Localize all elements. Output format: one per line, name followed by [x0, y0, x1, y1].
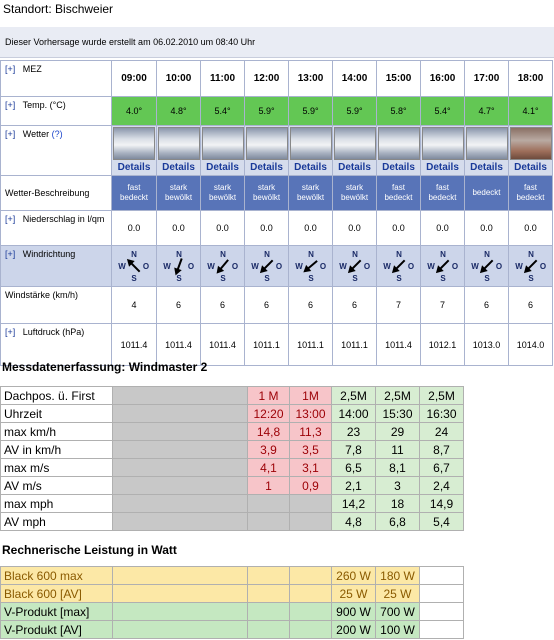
temp-cell: 5.9° [289, 97, 333, 126]
messdaten-label[interactable]: AV m/s [1, 477, 113, 495]
weather-cell [333, 126, 377, 176]
weather-cell [157, 126, 201, 176]
empty-cell[interactable] [290, 567, 332, 585]
empty-cell[interactable] [420, 585, 464, 603]
leistung-value[interactable]: 700 W [376, 603, 420, 621]
time-cell: 13:00 [289, 61, 333, 97]
description-line: bedeckt [428, 193, 457, 202]
cloudy-icon [334, 127, 376, 160]
messdaten-value[interactable]: 14,8 [248, 423, 290, 441]
wind-direction-cell [377, 246, 421, 287]
leistung-label[interactable]: Black 600 [AV] [1, 585, 113, 603]
wind-direction-cell [112, 246, 157, 287]
messdaten-value[interactable]: 23 [332, 423, 376, 441]
temp-cell: 5.9° [333, 97, 377, 126]
rain-cell: 0.0 [421, 211, 465, 246]
messdaten-value[interactable]: 3,9 [248, 441, 290, 459]
compass-letter-o: O [363, 262, 370, 271]
compass-icon [470, 249, 504, 283]
messdaten-value[interactable]: 24 [420, 423, 464, 441]
compass-icon [250, 249, 284, 283]
description-line: fast [524, 183, 537, 192]
messdaten-value[interactable]: 8,7 [420, 441, 464, 459]
description-line: bewölkt [296, 193, 325, 202]
compass-letter-n: N [527, 250, 534, 259]
wind-speed-cell: 6 [157, 287, 201, 324]
pressure-cell: 1011.4 [112, 324, 157, 366]
time-cell: 15:00 [377, 61, 421, 97]
empty-cell[interactable] [248, 585, 290, 603]
wind-speed-cell: 6 [333, 287, 377, 324]
messdaten-value[interactable]: 16:30 [420, 405, 464, 423]
messdaten-value[interactable]: 7,8 [332, 441, 376, 459]
compass-icon [338, 249, 372, 283]
leistung-value[interactable]: 900 W [332, 603, 376, 621]
compass-letter-s: S [395, 274, 402, 283]
empty-cell[interactable] [290, 621, 332, 639]
temp-cell: 4.8° [157, 97, 201, 126]
rain-cell: 0.0 [465, 211, 509, 246]
description-cell [509, 176, 553, 211]
time-cell: 17:00 [465, 61, 509, 97]
leistung-label[interactable]: Black 600 max [1, 567, 113, 585]
pressure-cell: 1011.1 [333, 324, 377, 366]
wind-speed-cell: 6 [245, 287, 289, 324]
compass-letter-w: W [514, 262, 523, 271]
compass-icon [426, 249, 460, 283]
compass-letter-n: N [263, 250, 270, 259]
description-line: bewölkt [340, 193, 369, 202]
messdaten-value[interactable]: 0,9 [290, 477, 332, 495]
description-line: bewölkt [164, 193, 193, 202]
description-line: stark [257, 183, 276, 192]
compass-letter-w: W [206, 262, 215, 271]
compass-letter-s: S [175, 274, 182, 283]
compass-letter-n: N [351, 250, 358, 259]
cloudy-icon [290, 127, 332, 160]
leistung-row [1, 585, 464, 603]
empty-cell[interactable] [113, 441, 248, 459]
leistung-value[interactable]: 200 W [332, 621, 376, 639]
rain-cell: 0.0 [112, 211, 157, 246]
leistung-value[interactable]: 25 W [332, 585, 376, 603]
leistung-label[interactable]: V-Produkt [AV] [1, 621, 113, 639]
compass-letter-s: S [439, 274, 446, 283]
wind-speed-cell: 7 [377, 287, 421, 324]
leistung-row [1, 603, 464, 621]
messdaten-label[interactable]: AV in km/h [1, 441, 113, 459]
empty-cell[interactable] [248, 603, 290, 621]
compass-letter-o: O [275, 262, 282, 271]
rain-cell: 0.0 [509, 211, 553, 246]
description-line: bedeckt [384, 193, 413, 202]
temp-cell: 5.4° [421, 97, 465, 126]
empty-cell[interactable] [113, 513, 248, 531]
compass-letter-o: O [407, 262, 414, 271]
temp-cell: 4.7° [465, 97, 509, 126]
compass-letter-w: W [118, 262, 126, 271]
messdaten-row [1, 387, 464, 405]
temp-cell: 5.9° [245, 97, 289, 126]
details-link[interactable]: Details [162, 162, 195, 173]
temp-label[interactable]: [+] Temp. (°C) [1, 97, 112, 126]
messdaten-value[interactable]: 2,1 [332, 477, 376, 495]
leistung-row [1, 567, 464, 585]
compass-letter-w: W [338, 262, 347, 271]
messdaten-value[interactable]: 5,4 [420, 513, 464, 531]
temp-cell: 4.0° [112, 97, 157, 126]
empty-cell[interactable] [248, 567, 290, 585]
messdaten-value[interactable]: 11 [376, 441, 420, 459]
mez-label[interactable]: [+] MEZ [1, 61, 112, 97]
compass-letter-o: O [495, 262, 502, 271]
pressure-cell: 1011.1 [289, 324, 333, 366]
details-link[interactable]: Details [470, 162, 503, 173]
details-link[interactable]: Details [117, 162, 151, 173]
wind-direction-cell [333, 246, 377, 287]
description-cell [112, 176, 157, 211]
wind-direction-cell [421, 246, 465, 287]
empty-cell[interactable] [290, 585, 332, 603]
cloudy-icon [158, 127, 200, 160]
empty-cell[interactable] [113, 567, 248, 585]
leistung-value[interactable]: 25 W [376, 585, 420, 603]
weather-cell [289, 126, 333, 176]
description-cell [421, 176, 465, 211]
weather-cell [421, 126, 465, 176]
messdaten-value[interactable]: 8,1 [376, 459, 420, 477]
time-cell: 10:00 [157, 61, 201, 97]
rain-cell: 0.0 [157, 211, 201, 246]
pressure-cell: 1012.1 [421, 324, 465, 366]
leistung-value[interactable]: 100 W [376, 621, 420, 639]
compass-letter-s: S [263, 274, 270, 283]
messdaten-value[interactable]: 3 [376, 477, 420, 495]
forecast-created-note: Dieser Vorhersage wurde erstellt am 06.02.2010 um 08:40 Uhr [0, 27, 554, 58]
messdaten-value[interactable]: 6,5 [332, 459, 376, 477]
details-link[interactable]: Details [426, 162, 459, 173]
description-line: bewölkt [252, 193, 281, 202]
compass-letter-o: O [451, 262, 458, 271]
compass-icon [382, 249, 416, 283]
messdaten-value[interactable]: 2,5M [420, 387, 464, 405]
location-title: Standort: Bischweier [3, 2, 114, 16]
messdaten-title: Messdatenerfassung: Windmaster 2 [2, 360, 208, 374]
compass-icon [206, 249, 240, 283]
messdaten-value[interactable]: 3,1 [290, 459, 332, 477]
messdaten-label[interactable]: max m/s [1, 459, 113, 477]
messdaten-row [1, 477, 464, 495]
compass-icon [162, 249, 196, 283]
wind-direction-cell [157, 246, 201, 287]
wind-direction-cell [201, 246, 245, 287]
description-cell [377, 176, 421, 211]
wind-direction-cell [245, 246, 289, 287]
pressure-cell: 1011.4 [157, 324, 201, 366]
compass-letter-n: N [175, 250, 182, 259]
temp-cell: 4.1° [509, 97, 553, 126]
compass-letter-n: N [307, 250, 314, 259]
luftdruck-label[interactable]: [+] Luftdruck (hPa) [1, 324, 112, 366]
compass-letter-w: W [294, 262, 303, 271]
pressure-cell: 1013.0 [465, 324, 509, 366]
messdaten-value[interactable] [290, 513, 332, 531]
messdaten-value[interactable]: 2,5M [332, 387, 376, 405]
empty-cell[interactable] [113, 603, 248, 621]
leistung-row [1, 621, 464, 639]
description-line: fast [392, 183, 405, 192]
cloudy-icon [246, 127, 288, 160]
description-line: fast [127, 183, 141, 192]
messdaten-row [1, 441, 464, 459]
messdaten-value[interactable]: 1 M [248, 387, 290, 405]
description-line: stark [213, 183, 232, 192]
pressure-cell: 1011.1 [245, 324, 289, 366]
messdaten-value[interactable]: 2,5M [376, 387, 420, 405]
rain-cell: 0.0 [289, 211, 333, 246]
leistung-title: Rechnerische Leistung in Watt [2, 543, 177, 557]
description-line: bedeckt [119, 193, 149, 202]
cloudy-dusk-icon [510, 127, 552, 160]
cloudy-icon [113, 127, 155, 160]
messdaten-label[interactable]: max mph [1, 495, 113, 513]
messdaten-label[interactable]: Uhrzeit [1, 405, 113, 423]
messdaten-value[interactable]: 14:00 [332, 405, 376, 423]
compass-letter-w: W [426, 262, 435, 271]
messdaten-row [1, 423, 464, 441]
compass-icon [294, 249, 328, 283]
compass-letter-w: W [250, 262, 259, 271]
description-line: bedeckt [516, 193, 545, 202]
compass-icon [514, 249, 548, 283]
compass-letter-s: S [527, 274, 534, 283]
messdaten-label[interactable]: Dachpos. ü. First [1, 387, 113, 405]
cloudy-icon [202, 127, 244, 160]
messdaten-value[interactable] [290, 495, 332, 513]
wind-direction-cell [289, 246, 333, 287]
windrichtung-label[interactable]: [+] Windrichtung [1, 246, 112, 287]
wind-direction-cell [465, 246, 509, 287]
empty-cell[interactable] [420, 603, 464, 621]
pressure-cell: 1014.0 [509, 324, 553, 366]
details-link[interactable]: Details [514, 162, 547, 173]
description-cell [157, 176, 201, 211]
rain-cell: 0.0 [333, 211, 377, 246]
details-link[interactable]: Details [206, 162, 239, 173]
empty-cell[interactable] [113, 585, 248, 603]
compass-letter-s: S [483, 274, 490, 283]
empty-cell[interactable] [248, 621, 290, 639]
time-cell: 12:00 [245, 61, 289, 97]
description-cell [289, 176, 333, 211]
messdaten-value[interactable]: 2,4 [420, 477, 464, 495]
details-link[interactable]: Details [250, 162, 283, 173]
time-cell: 16:00 [421, 61, 465, 97]
weather-cell [112, 126, 157, 176]
messdaten-value[interactable]: 1 [248, 477, 290, 495]
empty-cell[interactable] [113, 477, 248, 495]
messdaten-table [0, 386, 464, 531]
rain-cell: 0.0 [245, 211, 289, 246]
empty-cell[interactable] [113, 459, 248, 477]
messdaten-label[interactable]: max km/h [1, 423, 113, 441]
messdaten-value[interactable]: 6,7 [420, 459, 464, 477]
compass-letter-o: O [231, 262, 238, 271]
wind-speed-cell: 6 [465, 287, 509, 324]
messdaten-value[interactable]: 4,1 [248, 459, 290, 477]
empty-cell[interactable] [113, 405, 248, 423]
empty-cell[interactable] [113, 495, 248, 513]
time-cell: 09:00 [112, 61, 157, 97]
leistung-label[interactable]: V-Produkt [max] [1, 603, 113, 621]
cloudy-icon [378, 127, 420, 160]
beschreibung-label: Wetter-Beschreibung [1, 176, 112, 211]
compass-letter-o: O [142, 262, 150, 271]
messdaten-label[interactable]: AV mph [1, 513, 113, 531]
wind-speed-cell: 6 [289, 287, 333, 324]
compass-letter-n: N [439, 250, 446, 259]
messdaten-value[interactable]: 18 [376, 495, 420, 513]
messdaten-value[interactable]: 13:00 [290, 405, 332, 423]
weather-cell [201, 126, 245, 176]
wind-speed-cell: 6 [509, 287, 553, 324]
temp-cell: 5.8° [377, 97, 421, 126]
messdaten-row [1, 405, 464, 423]
compass-letter-o: O [187, 262, 194, 271]
compass-letter-w: W [470, 262, 479, 271]
rain-cell: 0.0 [201, 211, 245, 246]
messdaten-row [1, 513, 464, 531]
empty-cell[interactable] [420, 621, 464, 639]
details-link[interactable]: Details [338, 162, 371, 173]
empty-cell[interactable] [420, 567, 464, 585]
messdaten-value[interactable]: 14,9 [420, 495, 464, 513]
windstaerke-label: Windstärke (km/h) [1, 287, 112, 324]
compass-letter-w: W [162, 262, 171, 271]
weather-cell [509, 126, 553, 176]
cloudy-icon [466, 127, 508, 160]
messdaten-value[interactable]: 4,8 [332, 513, 376, 531]
time-cell: 18:00 [509, 61, 553, 97]
pressure-cell: 1011.4 [201, 324, 245, 366]
wind-speed-cell: 6 [201, 287, 245, 324]
compass-letter-n: N [219, 250, 226, 259]
compass-letter-s: S [131, 274, 137, 283]
niederschlag-label[interactable]: [+] Niederschlag in l/qm [1, 211, 112, 246]
temp-cell: 5.4° [201, 97, 245, 126]
forecast-table [0, 60, 553, 366]
details-link[interactable]: Details [382, 162, 415, 173]
compass-letter-o: O [319, 262, 326, 271]
weather-cell [245, 126, 289, 176]
weather-cell [465, 126, 509, 176]
messdaten-value[interactable]: 15:30 [376, 405, 420, 423]
description-cell [201, 176, 245, 211]
compass-icon [117, 249, 151, 283]
compass-letter-s: S [219, 274, 226, 283]
wind-arrow-icon [300, 258, 319, 276]
time-cell: 14:00 [333, 61, 377, 97]
description-line: fast [436, 183, 449, 192]
wind-direction-cell [509, 246, 553, 287]
description-cell [333, 176, 377, 211]
messdaten-value[interactable]: 1M [290, 387, 332, 405]
compass-letter-n: N [395, 250, 402, 259]
time-cell: 11:00 [201, 61, 245, 97]
compass-letter-w: W [382, 262, 391, 271]
compass-letter-s: S [351, 274, 358, 283]
details-link[interactable]: Details [294, 162, 327, 173]
description-line: stark [301, 183, 320, 192]
description-line: stark [169, 183, 188, 192]
messdaten-value[interactable]: 14,2 [332, 495, 376, 513]
empty-cell[interactable] [113, 387, 248, 405]
messdaten-value[interactable]: 3,5 [290, 441, 332, 459]
wetter-label[interactable]: [+] Wetter (?) [1, 126, 112, 176]
leistung-table [0, 566, 464, 639]
compass-letter-n: N [131, 250, 137, 259]
compass-letter-o: O [539, 262, 546, 271]
compass-letter-n: N [483, 250, 490, 259]
cloudy-icon [422, 127, 464, 160]
messdaten-value[interactable]: 29 [376, 423, 420, 441]
messdaten-value[interactable]: 11,3 [290, 423, 332, 441]
empty-cell[interactable] [290, 603, 332, 621]
leistung-value[interactable]: 180 W [376, 567, 420, 585]
empty-cell[interactable] [113, 423, 248, 441]
weather-cell [377, 126, 421, 176]
pressure-cell: 1011.4 [377, 324, 421, 366]
description-cell [465, 176, 509, 211]
messdaten-value[interactable]: 12:20 [248, 405, 290, 423]
leistung-value[interactable]: 260 W [332, 567, 376, 585]
messdaten-value[interactable]: 6,8 [376, 513, 420, 531]
messdaten-row [1, 495, 464, 513]
messdaten-row [1, 459, 464, 477]
description-line: bewölkt [208, 193, 237, 202]
wind-speed-cell: 7 [421, 287, 465, 324]
description-line: stark [345, 183, 364, 192]
compass-letter-s: S [307, 274, 314, 283]
wind-speed-cell: 4 [112, 287, 157, 324]
messdaten-value[interactable] [248, 495, 290, 513]
empty-cell[interactable] [113, 621, 248, 639]
description-line: bedeckt [472, 188, 501, 197]
wetter-help-link[interactable]: (?) [51, 129, 63, 139]
description-cell [245, 176, 289, 211]
messdaten-value[interactable] [248, 513, 290, 531]
rain-cell: 0.0 [377, 211, 421, 246]
